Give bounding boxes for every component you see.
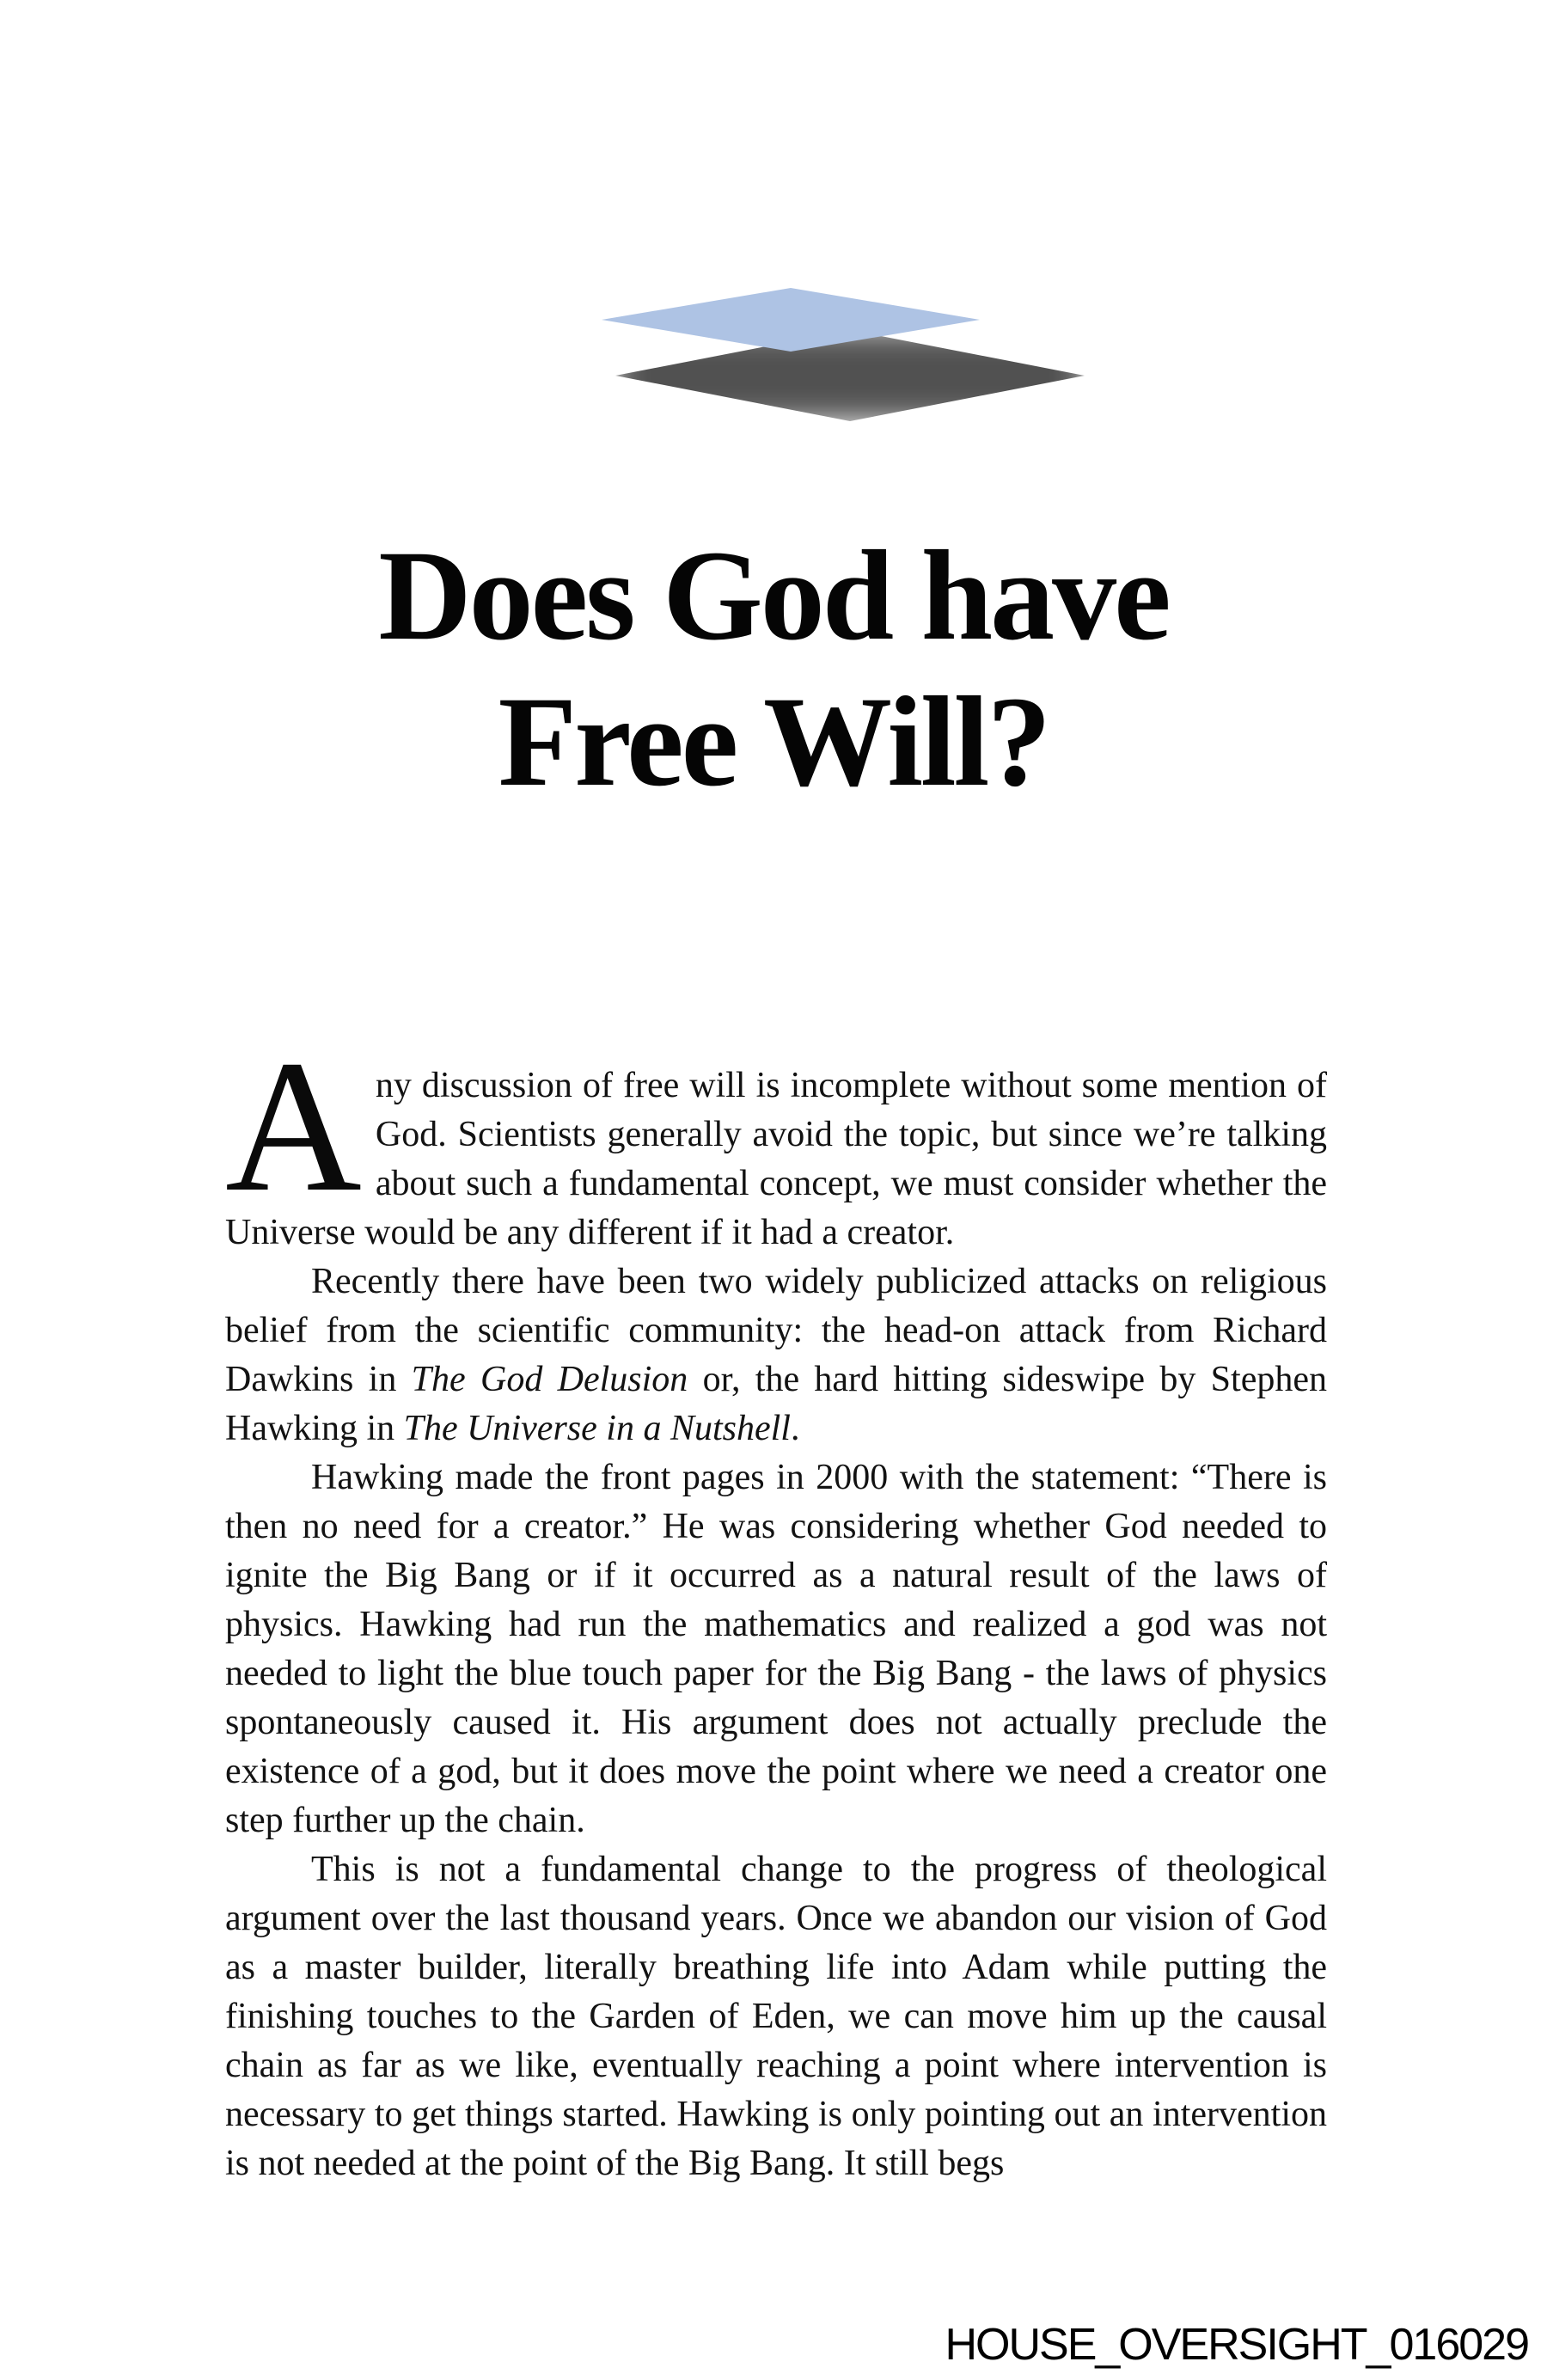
watermark-text: HOUSE_OVERSIGHT_016029 — [945, 2320, 1528, 2370]
paragraph-3 — [225, 1453, 1327, 1845]
italic-book-title: The Universe in a Nutshell — [403, 1409, 791, 1448]
chapter-title — [0, 523, 1547, 815]
chapter-title-line-1: Does God have — [378, 524, 1169, 667]
paragraph-1 — [225, 1021, 1327, 1257]
diamond-icon — [602, 288, 980, 352]
text-run: Recently there have been two widely publicized attacks on religious belief from the scientific community: the head-on attack from Richard Dawkins in — [225, 1262, 1327, 1399]
text-run: . — [790, 1409, 800, 1448]
body-text — [225, 1021, 1327, 2188]
drop-cap: A — [225, 1021, 362, 1231]
diamond-shadow — [615, 330, 1085, 421]
text-run: ny discussion of free will is incomplete without some mention of God. Scientists generally avoid the topic, but since we’re talking about such a fundamental concept, we must consider whether the Universe would be any different if it had a creator. — [225, 1066, 1327, 1252]
text-run: This is not a fundamental change to the progress of theological argument over the last thousand years. Once we abandon our vision of God as a master builder, literally breathing life into Adam while putting the finishing touches to the Garden of Eden, we can move him up the causal chain as far as we like, eventually reaching a point where intervention is necessary to get things started. Hawking is only pointing out an intervention is not needed at the point of the Big Bang. It still begs — [225, 1850, 1327, 2183]
paragraph-2 — [225, 1257, 1327, 1453]
italic-book-title: The God Delusion — [411, 1360, 688, 1399]
chapter-title-line-2: Free Will? — [498, 670, 1049, 813]
paragraph-4 — [225, 1845, 1327, 2188]
text-run: or, the hard hitting sideswipe by Stephen Hawking in — [225, 1360, 1327, 1448]
text-run: Hawking made the front pages in 2000 with the statement: “There is then no need for a creator.” He was considering whether God needed to ignite the Big Bang or if it occurred as a natural result of the laws of physics. Hawking had run the mathematics and realized a god was not needed to light the blue touch paper for the Big Bang - the laws of physics spontaneously caused it. His argument does not actually preclude the existence of a god, but it does move the point where we need a creator one step further up the chain. — [225, 1458, 1327, 1840]
